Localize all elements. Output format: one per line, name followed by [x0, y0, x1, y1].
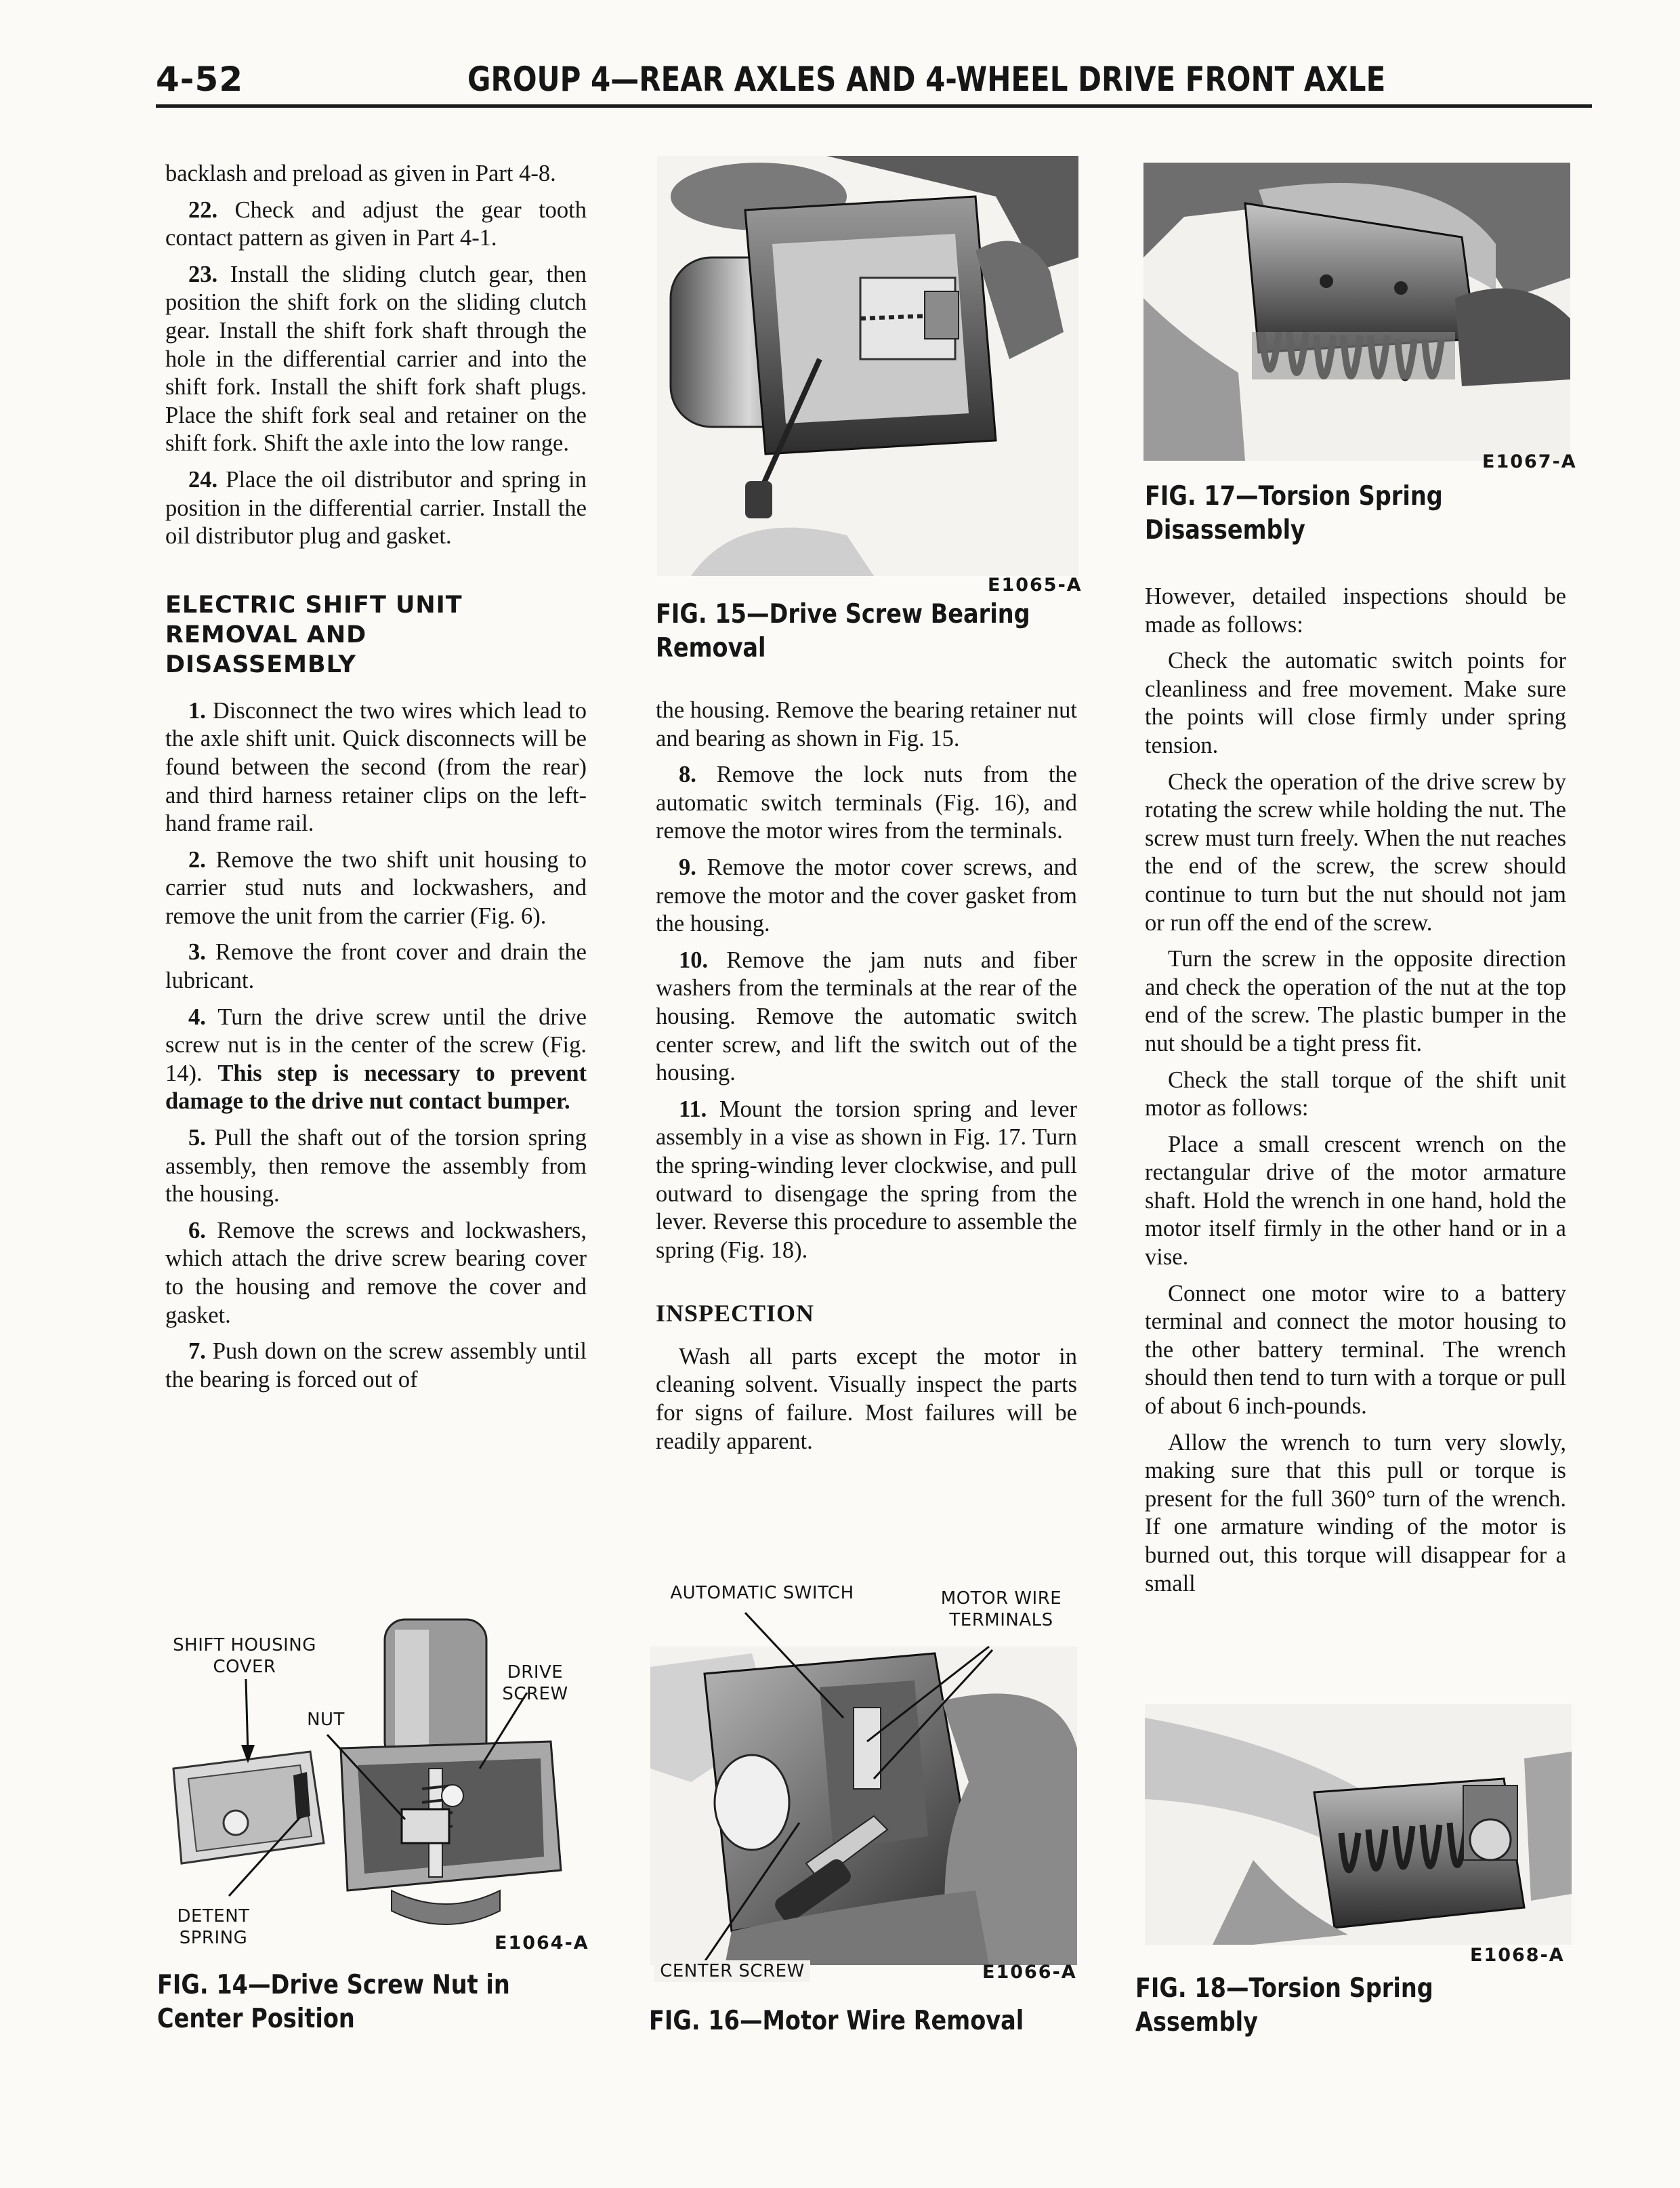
torsion-spring-assembly-photo [1145, 1704, 1572, 1945]
fig16-label-motor-wire-terminals: MOTOR WIRE TERMINALS [940, 1588, 1062, 1630]
page-header [156, 60, 1592, 107]
fig14-leader-lines [161, 1613, 595, 1965]
fig16-leader-lines [650, 1599, 1077, 1979]
removal-step-1: 1. Disconnect the two wires which lead to the axle shift unit. Quick disconnects will be found between the second (from the rear) and third harness retainer clips on the left-hand frame rail. [165, 697, 587, 837]
removal-step-4: 4. Turn the drive screw until the drive screw nut is in the center of the screw (Fig. 14). This step is necessary to prevent damage to the drive nut contact bumper. [165, 1004, 587, 1115]
fig16-caption: FIG. 16—Motor Wire Removal [649, 2006, 1024, 2036]
fig17-code: E1067-A [1482, 451, 1577, 472]
figure-15-photo [657, 156, 1078, 576]
paragraph-inspections: However, detailed inspections should be made as follows: [1145, 583, 1566, 638]
fig14-code: E1064-A [495, 1933, 589, 1954]
removal-step-6: 6. Remove the screws and lockwashers, which attach the drive screw bearing cover to the housing and remove the cover and gasket. [165, 1217, 587, 1328]
header-rule [156, 104, 1592, 108]
section-heading-inspection: INSPECTION [656, 1300, 815, 1327]
paragraph-stall-torque: Check the stall torque of the shift unit motor as follows: [1145, 1067, 1566, 1121]
removal-step-11: 11. Mount the torsion spring and lever assembly in a vise as shown in Fig. 17. Turn the spring-winding lever clockwise, and pull outward to disengage the spring from the lever. Reverse this procedure to assemble the spring (Fig. 18). [656, 1096, 1077, 1263]
fig15-code: E1065-A [988, 575, 1083, 596]
paragraph-connect-motor-wire: Connect one motor wire to a battery terminal and connect the motor housing to the other battery terminal. The wrench should then tend to turn with a torque or pull of about 6 inch-pounds. [1145, 1280, 1566, 1420]
text-column-3 [1145, 583, 1566, 1606]
inspection-paragraph: Wash all parts except the motor in cleaning solvent. Visually inspect the parts for signs of failure. Most failures will be readily apparent. [656, 1343, 1077, 1454]
fig14-label-detent-spring: DETENT SPRING [177, 1906, 250, 1948]
fig16-label-automatic-switch: AUTOMATIC SWITCH [670, 1583, 854, 1603]
fig17-caption: FIG. 17—Torsion Spring Disassembly [1145, 481, 1443, 545]
paragraph-opposite-direction: Turn the screw in the opposite direction and check the operation of the nut at the top end of the screw. The plastic bumper in the nut should be a tight press fit. [1145, 946, 1566, 1056]
fig15-caption: FIG. 15—Drive Screw Bearing Removal [656, 599, 1030, 663]
removal-step-5: 5. Pull the shaft out of the torsion spring assembly, then remove the assembly from the housing. [165, 1125, 587, 1207]
paragraph-drive-screw: Check the operation of the drive screw by rotating the screw while holding the nut. The screw must turn freely. When the nut reaches the end of the screw, the screw should continue to turn but the nut should not jam or run off the end of the screw. [1145, 768, 1566, 936]
fig14-label-drive-screw: DRIVE SCREW [502, 1662, 568, 1704]
page-number: 4-52 [156, 60, 244, 99]
removal-step-3: 3. Remove the front cover and drain the lubricant. [165, 939, 587, 994]
paragraph-allow-wrench: Allow the wrench to turn very slowly, making sure that this pull or torque is present for the full 360° turn of the wrench. If one armature winding of the motor is burned out, this torque will disappear for a small [1145, 1429, 1566, 1596]
removal-step-8: 8. Remove the lock nuts from the automatic switch terminals (Fig. 16), and remove the motor wires from the terminals. [656, 762, 1077, 844]
section-heading-electric-shift: ELECTRIC SHIFT UNIT REMOVAL AND DISASSEMBLY [165, 591, 463, 678]
paragraph-crescent-wrench: Place a small crescent wrench on the rectangular drive of the motor armature shaft. Hold the wrench in one hand, hold the motor itself firmly in the other hand or in a vise. [1145, 1131, 1566, 1271]
paragraph-switch-points: Check the automatic switch points for cleanliness and free movement. Make sure the points will close firmly under spring tension. [1145, 648, 1566, 758]
removal-step-10: 10. Remove the jam nuts and fiber washers from the terminals at the rear of the housing. Remove the automatic switch center screw, and lift the switch out of the housing. [656, 947, 1077, 1086]
drive-screw-bearing-photo [657, 156, 1078, 576]
fig18-caption: FIG. 18—Torsion Spring Assembly [1135, 1973, 1433, 2038]
removal-step-2: 2. Remove the two shift unit housing to carrier stud nuts and lockwashers, and remove the unit from the carrier (Fig. 6). [165, 846, 587, 929]
paragraph-housing: the housing. Remove the bearing retainer nut and bearing as shown in Fig. 15. [656, 697, 1077, 751]
step-24: 24. Place the oil distributor and spring in position in the differential carrier. Install the oil distributor plug and gasket. [165, 466, 587, 550]
step-22: 22. Check and adjust the gear tooth contact pattern as given in Part 4-1. [165, 197, 587, 251]
page-title: GROUP 4—REAR AXLES AND 4-WHEEL DRIVE FRONT AXLE [467, 60, 1386, 99]
removal-step-9: 9. Remove the motor cover screws, and remove the motor and the cover gasket from the housing. [656, 854, 1077, 937]
text-column-2 [656, 697, 1077, 1464]
fig14-caption: FIG. 14—Drive Screw Nut in Center Position [157, 1970, 510, 2034]
paragraph-backlash: backlash and preload as given in Part 4-8. [165, 161, 556, 186]
fig16-code: E1066-A [982, 1962, 1077, 1983]
figure-17-photo [1143, 163, 1570, 461]
figure-18-photo [1145, 1704, 1572, 1945]
removal-step-7: 7. Push down on the screw assembly until the bearing is forced out of [165, 1338, 587, 1392]
fig14-label-shift-housing: SHIFT HOUSING COVER [173, 1635, 316, 1677]
text-column-1 [165, 160, 587, 1402]
torsion-spring-disassembly-photo [1143, 163, 1570, 461]
fig14-label-nut: NUT [307, 1710, 345, 1730]
fig18-code: E1068-A [1470, 1945, 1565, 1966]
step-23: 23. Install the sliding clutch gear, then position the shift fork on the sliding clutch gear. Install the shift fork shaft through the hole in the differential carrier and into the shift fork. Install the shift fork shaft plugs. Place the shift fork seal and retainer on the shift fork. Shift the axle into the low range. [165, 261, 587, 457]
fig16-label-center-screw: CENTER SCREW [654, 1960, 810, 1982]
